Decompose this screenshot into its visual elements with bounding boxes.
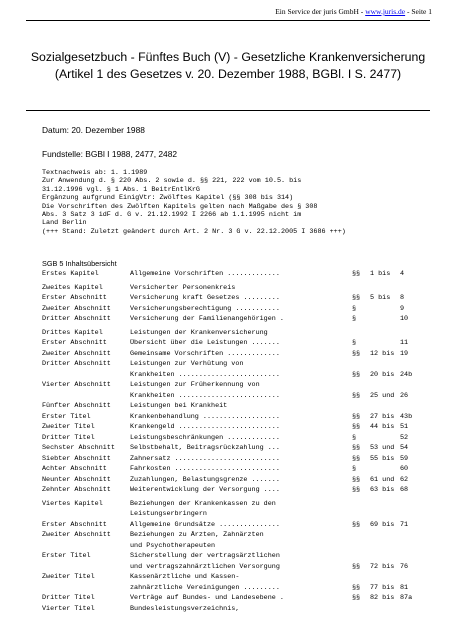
toc-section: Zweiter Titel (42, 573, 95, 581)
toc-range-end: 71 (400, 520, 409, 529)
toc-paragraph-sign: §§ (352, 594, 361, 602)
toc-range-start: 55 bis (370, 454, 395, 463)
toc-range-start: 12 bis (370, 349, 395, 358)
toc-description: Krankengeld ......................... (130, 423, 280, 431)
toc-description: Krankheiten ......................... (130, 391, 280, 400)
toc-range-end: 68 (400, 486, 409, 494)
toc-section: Dritter Titel (42, 594, 95, 602)
toc-description: Zahnersatz .......................... (130, 454, 280, 463)
toc-range-start: 77 bis (370, 583, 395, 592)
toc-range-end: 9 (400, 304, 405, 313)
toc-range-end: 81 (400, 583, 409, 592)
toc-section: Erster Abschnitt (42, 520, 107, 529)
toc-range-end: 59 (400, 454, 409, 463)
toc-paragraph-sign: §§ (352, 454, 361, 463)
toc-range-end: 60 (400, 465, 409, 473)
toc-description: Gemeinsame Vorschriften ............. (130, 349, 280, 358)
toc-section: Dritter Abschnitt (42, 315, 111, 323)
toc-paragraph-sign: §§ (352, 349, 361, 358)
note-line: Land Berlin (42, 219, 87, 228)
toc-description: Weiterentwicklung der Versorgung .... (130, 486, 280, 494)
toc-range-start: 5 bis (370, 294, 391, 302)
fundstelle: Fundstelle: BGBl I 1988, 2477, 2482 (42, 149, 178, 159)
toc-section: Erstes Kapitel (42, 270, 99, 278)
toc-section: Drittes Kapitel (42, 328, 103, 337)
toc-description: Leistungen bei Krankheit (130, 402, 228, 410)
toc-section: Zweites Kapitel (42, 283, 103, 292)
toc-paragraph-sign: §§ (352, 486, 361, 494)
toc-description: und Psychotherapeuten (130, 541, 216, 550)
toc-paragraph-sign: §§ (352, 423, 361, 431)
toc-section: Erster Abschnitt (42, 339, 107, 347)
toc-range-end: 11 (400, 339, 409, 347)
toc-description: Versicherungsberechtigung ........... (130, 304, 280, 313)
toc-description: Fahrkosten .......................... (130, 465, 280, 473)
toc-section: Zweiter Abschnitt (42, 531, 111, 539)
toc-range-start: 1 bis (370, 270, 391, 278)
toc-range-start: 27 bis (370, 412, 395, 421)
toc-description: Allgemeine Vorschriften ............. (130, 270, 280, 278)
datum: Datum: 20. Dezember 1988 (42, 125, 145, 135)
text-notes (42, 169, 346, 236)
toc-section: Zweiter Abschnitt (42, 304, 111, 313)
toc-section: Zweiter Titel (42, 423, 95, 431)
toc-range-end: 43b (400, 412, 413, 421)
toc-range-end: 8 (400, 294, 405, 302)
toc-description: und vertragszahnärztlichen Versorgung (130, 562, 280, 571)
toc-description: Sicherstellung der vertragsärztlichen (130, 552, 280, 560)
toc-paragraph-sign: §§ (352, 270, 361, 278)
toc-section: Erster Abschnitt (42, 294, 107, 302)
toc-range-end: 76 (400, 562, 409, 571)
title-box (26, 20, 430, 111)
toc-range-end: 19 (400, 349, 409, 358)
toc-description: Selbstbehalt, Beitragsrückzahlung ... (130, 444, 280, 452)
toc-description: Zuzahlungen, Belastungsgrenze ....... (130, 475, 280, 484)
toc-paragraph-sign: §§ (352, 391, 361, 400)
toc-description: Versicherung der Familienangehörigen . (130, 315, 284, 323)
toc-range-end: 52 (400, 433, 409, 442)
toc-range-start: 20 bis (370, 370, 395, 379)
toc-label: SGB 5 Inhaltsübersicht (42, 259, 117, 268)
toc-description: Versicherter Personenkreis (130, 283, 236, 292)
juris-link[interactable]: www.juris.de (365, 7, 406, 16)
toc-description: Leistungsbeschränkungen ............. (130, 433, 280, 442)
toc-section: Neunter Abschnitt (42, 475, 111, 484)
toc-section: Dritter Abschnitt (42, 360, 111, 368)
toc-description: Krankenbehandlung ................... (130, 412, 280, 421)
toc-description: Kassenärztliche und Kassen- (130, 573, 240, 581)
toc-description: Übersicht über die Leistungen ....... (130, 339, 280, 347)
toc-range-start: 63 bis (370, 486, 395, 494)
toc-range-end: 62 (400, 475, 409, 484)
toc-paragraph-sign: §§ (352, 520, 361, 529)
note-line: Zur Anwendung d. § 220 Abs. 2 sowie d. §§ 221, 222 vom 10.5. bis (42, 177, 302, 186)
toc-section: Viertes Kapitel (42, 499, 103, 508)
toc-paragraph-sign: §§ (352, 294, 361, 302)
toc-description: Leistungen zur Verhütung von (130, 360, 244, 368)
toc-range-start: 82 bis (370, 594, 395, 602)
toc-description: Beziehungen zu Ärzten, Zahnärzten (130, 531, 264, 539)
toc-range-end: 51 (400, 423, 409, 431)
toc-description: Krankheiten ......................... (130, 370, 280, 379)
note-line: Die Vorschriften des Zwölften Kapitels gelten nach Maßgabe des § 308 (42, 202, 318, 211)
toc-paragraph-sign: §§ (352, 583, 361, 592)
toc-section: Vierter Abschnitt (42, 381, 111, 389)
note-line: (+++ Stand: Zuletzt geändert durch Art. 2 Nr. 3 G v. 22.12.2005 I 3686 +++) (42, 227, 346, 236)
toc-description: zahnärztliche Vereinigungen ......... (130, 583, 280, 592)
toc-range-end: 26 (400, 391, 409, 400)
toc-range-end: 4 (400, 270, 405, 278)
toc-section: Sechster Abschnitt (42, 444, 115, 452)
toc-section: Erster Titel (42, 412, 91, 421)
header-text: Ein Service der juris GmbH - (275, 7, 366, 16)
toc-range-start: 44 bis (370, 423, 395, 431)
toc-range-start: 25 und (370, 391, 395, 400)
toc-range-start: 61 und (370, 475, 395, 484)
toc-range-end: 24b (400, 370, 413, 379)
toc-description: Allgemeine Grundsätze ............... (130, 520, 280, 529)
toc-paragraph-sign: § (352, 433, 357, 442)
document-title: Sozialgesetzbuch - Fünftes Buch (V) - Gesetzliche Krankenversicherung (Artikel 1 des Gesetzes v. 20. Dezember 1988, BGBl. I S. 2477) (30, 49, 426, 81)
toc-section: Zehnter Abschnitt (42, 486, 111, 494)
toc-description: Bundesleistungsverzeichnis, (130, 604, 240, 613)
toc-section: Zweiter Abschnitt (42, 349, 111, 358)
note-line: 31.12.1996 vgl. § 1 Abs. 1 BeitrEntlKrG (42, 185, 200, 194)
toc-description: Beziehungen der Krankenkassen zu den (130, 499, 276, 508)
toc-range-end: 10 (400, 315, 409, 323)
toc-paragraph-sign: § (352, 339, 357, 347)
note-line: Textnachweis ab: 1. 1.1989 (42, 169, 148, 177)
toc-range-end: 87a (400, 594, 413, 602)
toc-range-start: 72 bis (370, 562, 395, 571)
toc-range-start: 69 bis (370, 520, 395, 529)
toc-description: Verträge auf Bundes- und Landesebene . (130, 594, 284, 602)
toc-range-start: 53 und (370, 444, 395, 452)
toc-paragraph-sign: §§ (352, 444, 361, 452)
toc-section: Vierter Titel (42, 604, 95, 613)
page-header (275, 7, 432, 16)
toc-section: Siebter Abschnitt (42, 454, 111, 463)
toc-paragraph-sign: §§ (352, 562, 361, 571)
note-line: Abs. 3 Satz 3 idF d. G v. 21.12.1992 I 2266 ab 1.1.1995 nicht im (42, 211, 302, 220)
note-line: Ergänzung aufgrund EinigVtr: Zwölftes Kapitel (§§ 308 bis 314) (42, 194, 294, 203)
toc-paragraph-sign: § (352, 465, 357, 473)
page-number: - Seite 1 (405, 7, 432, 16)
toc-description: Leistungen zur Früherkennung von (130, 381, 260, 389)
toc-section: Achter Abschnitt (42, 465, 107, 473)
toc-paragraph-sign: §§ (352, 412, 361, 421)
toc-paragraph-sign: § (352, 304, 357, 313)
toc-description: Versicherung kraft Gesetzes ......... (130, 294, 280, 302)
toc-section: Fünfter Abschnitt (42, 402, 111, 410)
toc-paragraph-sign: § (352, 315, 357, 323)
toc-description: Leistungserbringern (130, 510, 207, 518)
toc-section: Dritter Titel (42, 433, 95, 442)
toc-paragraph-sign: §§ (352, 475, 361, 484)
toc-description: Leistungen der Krankenversicherung (130, 328, 268, 337)
toc-section: Erster Titel (42, 552, 91, 560)
toc-range-end: 54 (400, 444, 409, 452)
toc-paragraph-sign: §§ (352, 370, 361, 379)
